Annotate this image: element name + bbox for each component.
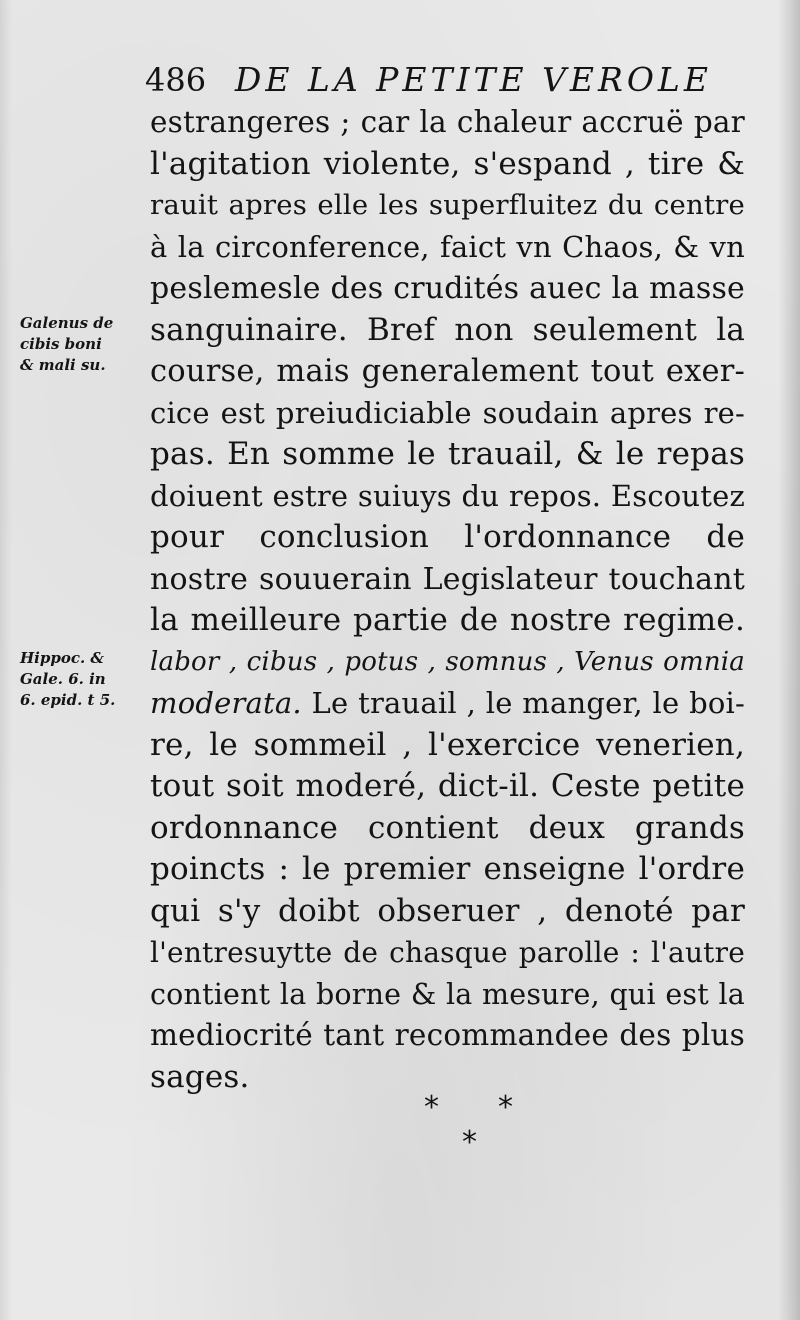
margin-note-line: Hippoc. & bbox=[20, 649, 104, 667]
page-number: 486 bbox=[145, 61, 207, 99]
text-line: contient la borne & la mesure, qui est la bbox=[150, 977, 745, 1011]
text-line: cice est preiudiciable soudain apres re- bbox=[150, 395, 745, 430]
page-shadow-right bbox=[778, 0, 800, 1320]
margin-note-line: & mali su. bbox=[20, 356, 106, 374]
text-line-last: sages. bbox=[150, 1058, 250, 1095]
text-line: sanguinaire. Bref non seulement la bbox=[150, 311, 745, 348]
text-line: l'agitation violente, s'espand , tire & bbox=[150, 145, 745, 182]
text-line: pas. En somme le trauail, & le repas bbox=[150, 436, 745, 472]
margin-note-galen bbox=[20, 313, 148, 376]
text-line: re, le sommeil , l'exercice venerien, bbox=[150, 726, 745, 763]
text-line-latin bbox=[150, 642, 745, 684]
asterism-star-right: * bbox=[498, 1090, 513, 1125]
text-line: course, mais generalement tout exer- bbox=[150, 354, 745, 389]
text-segment: Le trauail , le manger, le boi- bbox=[301, 686, 745, 720]
body-text bbox=[150, 102, 745, 1098]
margin-note-line: Gale. 6. in bbox=[20, 670, 106, 688]
margin-note-line: 6. epid. t 5. bbox=[20, 691, 116, 709]
text-line: nostre souuerain Legislateur touchant bbox=[150, 561, 745, 597]
text-line: peslemesle des crudités auec la masse bbox=[150, 271, 745, 306]
text-line: à la circonference, faict vn Chaos, & vn bbox=[150, 229, 745, 264]
text-line-mixed bbox=[150, 683, 745, 725]
text-line: poincts : le premier enseigne l'ordre bbox=[150, 851, 745, 887]
asterism-star-left: * bbox=[424, 1090, 439, 1125]
latin-quotation: labor , cibus , potus , somnus , Venus omnia bbox=[150, 646, 745, 677]
asterism-star-bottom: * bbox=[462, 1125, 477, 1160]
text-line: tout soit moderé, dict-il. Ceste petite bbox=[150, 768, 745, 804]
text-line: la meilleure partie de nostre regime. bbox=[150, 602, 745, 638]
latin-quotation-end: moderata. bbox=[150, 686, 302, 720]
margin-note-line: Galenus de bbox=[20, 314, 114, 332]
page-header bbox=[145, 58, 745, 102]
text-line: qui s'y doibt obseruer , denoté par bbox=[150, 892, 745, 929]
page-shadow-left bbox=[0, 0, 12, 1320]
text-line: l'entresuytte de chasque parolle : l'autre bbox=[150, 936, 745, 969]
text-line: pour conclusion l'ordonnance de bbox=[150, 519, 745, 555]
text-line: mediocrité tant recommandee des plus bbox=[150, 1018, 745, 1052]
margin-note-line: cibis boni bbox=[20, 335, 102, 353]
text-line: estrangeres ; car la chaleur accruë par bbox=[150, 105, 745, 139]
text-line: rauit apres elle les superfluitez du centre bbox=[150, 189, 745, 221]
text-line: ordonnance contient deux grands bbox=[150, 809, 745, 846]
running-head: DE LA PETITE VEROLE bbox=[234, 60, 712, 99]
margin-note-hippocrates bbox=[20, 648, 148, 711]
text-line: doiuent estre suiuys du repos. Escoutez bbox=[150, 478, 745, 513]
